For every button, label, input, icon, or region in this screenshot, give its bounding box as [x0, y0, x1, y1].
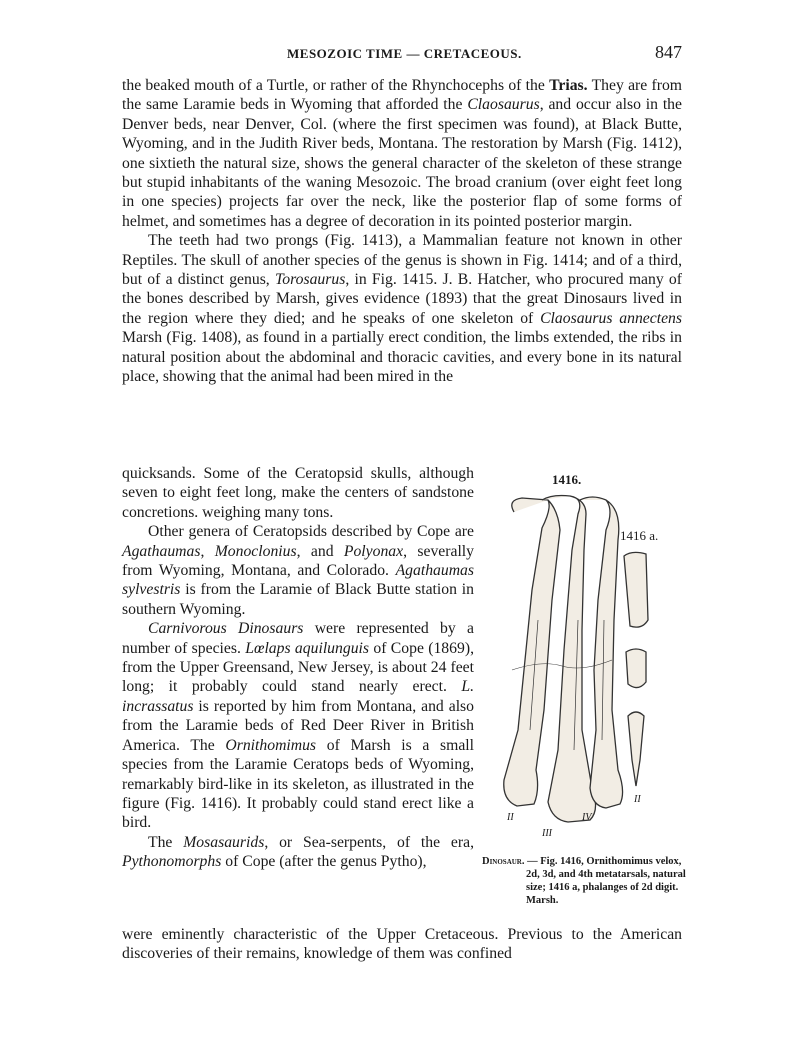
- metatarsals-illustration: [482, 470, 687, 850]
- digit-label: II: [507, 812, 514, 823]
- taxon-name: Agathaumas: [122, 542, 201, 560]
- figure-caption: [482, 855, 687, 907]
- caption-body: [482, 855, 687, 907]
- left-column-text: [122, 464, 474, 872]
- text-run: Marsh (Fig. 1408), as found in a partially erect condition, the limbs extended, the ribs in natural position about the abdominal and thoracic cavities, and every bone in its natural place, showing that the animal had been mired in the: [122, 329, 682, 386]
- page-header: [122, 44, 682, 68]
- taxon-name: Agathaumas sylvestris: [122, 562, 474, 599]
- page-number: 847: [655, 42, 682, 62]
- taxon-name: Torosaurus: [274, 271, 346, 289]
- text-run: of Cope (1869), from the Upper Greensand, New Jersey, is about 24 feet long; it probably could stand nearly erect.: [122, 639, 474, 696]
- caption-text: — Fig. 1416, Ornithomimus velox, 2d, 3d, and 4th metatarsals, natural size; 1416 a, phalanges of 2d digit. Marsh.: [524, 856, 686, 906]
- text-run: They are from the same Laramie beds in Wyoming that afforded the: [122, 77, 682, 114]
- digit-label: III: [542, 828, 552, 839]
- text-run: the beaked mouth of a Turtle, or rather of the Rhynchocephs of the: [122, 77, 550, 94]
- metatarsal-ii: [504, 498, 560, 806]
- taxon-name: Monoclonius: [214, 542, 297, 560]
- text-run: , and: [296, 542, 344, 560]
- text-run: is reported by him from Montana, and also from the Laramie beds of Red Deer River in British America. The: [122, 697, 474, 754]
- figure-number: 1416.: [552, 472, 582, 487]
- text-run: , in Fig. 1415. J. B. Hatcher, who procured many of the bones described by Marsh, gives evidence (1893) that the great Dinosaurs lived in the region where they died; and he speaks of one skeleton of: [122, 271, 682, 327]
- bottom-text: [122, 925, 682, 964]
- text-run: ,: [200, 542, 215, 560]
- running-head: MESOZOIC TIME — CRETACEOUS.: [287, 46, 522, 61]
- text-run: of Marsh is a small species from the Laramie Ceratops beds of Wyoming, remarkably bird-like in its skeleton, as illustrated in the figure (Fig. 1416). It probably could stand erect like a bird.: [122, 736, 474, 832]
- text-run: , or Sea-serpents, of the era,: [264, 833, 475, 851]
- paragraph-turtle: [122, 76, 682, 231]
- text-run: Other genera of Ceratopsids described by Cope are: [148, 523, 474, 541]
- phalanx-ungual: [628, 712, 644, 786]
- phalanx-proximal: [624, 552, 648, 627]
- taxon-name: Claosaurus annectens: [540, 309, 682, 327]
- text-run: were represented by a number of species.: [122, 620, 474, 657]
- figure-1416: [482, 470, 687, 850]
- paragraph-teeth: [122, 231, 682, 386]
- paragraph-quicksands: quicksands. Some of the Ceratopsid skulls, although seven to eight feet long, make the centers of sandstone concretions. weighing many tons.: [122, 465, 474, 521]
- paragraph-continuation: were eminently characteristic of the Upper Cretaceous. Previous to the American discoveries of their remains, knowledge of them was confined: [122, 926, 682, 963]
- digit-label: IV: [582, 812, 592, 823]
- text-run: , and occur also in the Denver beds, near Denver, Col. (where the first specimen was found), at Black Butte, Wyoming, and in the Judith River beds, Montana. The restoration by Marsh (Fig. 1412), one sixtieth the natural size, shows the general character of the skeleton of these strange but stupid inhabitants of the waning Mesozoic. The broad cranium (over eight feet long in one species) projects far over the neck, like the posterior flap of some forms of helmet, and sometimes has a degree of decoration in its pointed posterior margin.: [122, 96, 682, 230]
- taxon-name: Claosaurus: [467, 96, 540, 114]
- text-run: The: [148, 833, 184, 851]
- digit-label: II: [634, 794, 641, 805]
- paragraph-carnivorous: [122, 619, 474, 832]
- text-run: The teeth had two prongs (Fig. 1413), a Mammalian feature not known in other Reptiles. The skull of another species of the genus is shown in Fig. 1414; and of a third, but of a distinct genus,: [122, 232, 682, 289]
- section-lead: Carnivorous Dinosaurs: [148, 620, 304, 638]
- taxon-name: Polyonax: [343, 542, 404, 560]
- metatarsal-bones: [504, 496, 623, 823]
- text-run: , severally from Wyoming, Montana, and Colorado.: [122, 542, 475, 580]
- full-width-text: [122, 76, 682, 387]
- figure-sub-label: 1416 a.: [620, 528, 659, 543]
- phalanges: [624, 552, 648, 786]
- paragraph-ceratopsids: [122, 522, 474, 619]
- taxon-name: Ornithomimus: [225, 736, 317, 754]
- paragraph-mosasaurids: [122, 833, 474, 872]
- caption-lead: Dinosaur.: [482, 856, 525, 867]
- text-run: Trias.: [549, 77, 588, 94]
- taxon-name: L. incrassatus: [122, 678, 474, 715]
- text-run: of Cope (after the genus Pytho),: [221, 853, 427, 871]
- phalanx-middle: [626, 649, 646, 688]
- text-run: is from the Laramie of Black Butte station in southern Wyoming.: [122, 581, 474, 618]
- taxon-name: Pythonomorphs: [122, 853, 222, 871]
- taxon-name: Lœlaps aquilunguis: [245, 639, 370, 657]
- taxon-name: Mosasaurids: [183, 833, 265, 851]
